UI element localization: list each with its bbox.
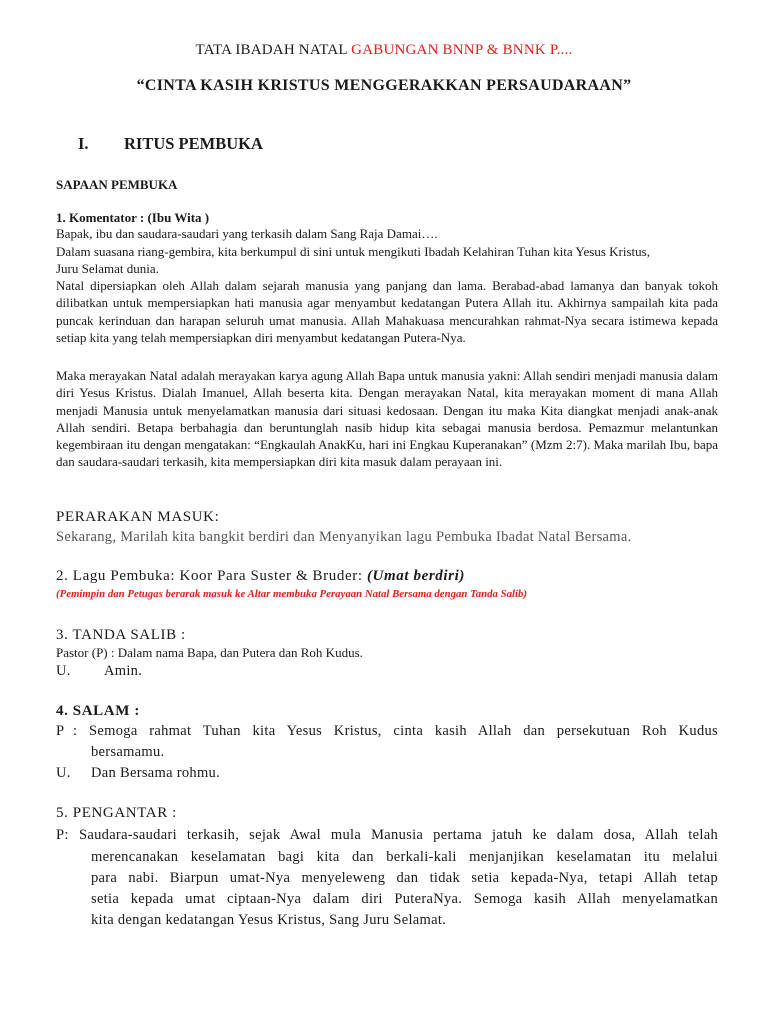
pengantar-heading: 5. PENGANTAR : [56, 805, 177, 821]
section-title: RITUS PEMBUKA [124, 134, 263, 153]
lagu-heading [56, 568, 465, 585]
pengantar-line: Saudara-saudari terkasih, sejak Awal mula Manusia pertama jatuh ke dalam dosa, Allah telah [79, 827, 718, 843]
perarakan-text: Sekarang, Marilah kita bangkit berdiri dan Menyanyikan lagu Pembuka Ibadat Natal Bersama. [56, 529, 632, 545]
salam-u-text: Dan Bersama rohmu. [91, 765, 221, 781]
salam-p-line: : Semoga rahmat Tuhan kita Yesus Kristus, cinta kasih Allah dan persekutuan Roh Kudus [73, 723, 718, 739]
tanda-salib-umat-label: U. [56, 663, 71, 679]
tanda-salib-heading: 3. TANDA SALIB : [56, 627, 186, 643]
komentator-line: Dalam suasana riang-gembira, kita berkumpul di sini untuk mengikuti Ibadah Kelahiran Tuhan kita Yesus Kristus, [56, 244, 650, 259]
salam-p-label: P [56, 723, 65, 739]
pengantar-line: merencanakan keselamatan bagi kita dan berkali-kali menjanjikan keselamatan itu melalui [91, 849, 718, 865]
pengantar-p-label: P: [56, 827, 69, 843]
section-number: I. [78, 134, 89, 153]
pengantar-line: kita dengan kedatangan Yesus Kristus, Sang Juru Selamat. [91, 912, 447, 928]
tanda-salib-pastor: Pastor (P) : Dalam nama Bapa, dan Putera dan Roh Kudus. [56, 645, 363, 660]
title-prefix: TATA IBADAH NATAL [195, 42, 352, 58]
section-heading [0, 134, 768, 156]
salam-p-line: bersamamu. [91, 744, 165, 760]
salam-heading: 4. SALAM : [56, 703, 140, 719]
document-title [0, 42, 768, 59]
lagu-note: (Umat berdiri) [366, 568, 465, 584]
komentator-heading: 1. Komentator : (Ibu Wita ) [56, 210, 210, 225]
komentator-paragraph: Natal dipersiapkan oleh Allah dalam sejarah manusia yang panjang dan lama. Berabad-abad lamanya dan banyak tokoh dilibatkan untuk mempersiapkan hati manusia agar menyambut kedatangan Putera Allah itu. Akhirnya sampailah kita pada puncak kerinduan dan harapan seluruh umat manusia. Allah Mahakuasa mencurahkan rahmat-Nya secara istimewa kepada setiap kita yang telah mempersiapkan diri menyambut kedatangan Putera-Nya. [56, 278, 718, 345]
pengantar-line: setia kepada umat ciptaan-Nya dalam diri PuteraNya. Semoga kasih Allah menyelamatkan [91, 891, 718, 907]
salam-u-label: U. [56, 765, 71, 781]
perarakan-heading: PERARAKAN MASUK: [56, 509, 220, 525]
sapaan-heading: SAPAAN PEMBUKA [56, 177, 178, 192]
komentator-line: Bapak, ibu dan saudara-saudari yang terkasih dalam Sang Raja Damai…. [56, 226, 438, 241]
tanda-salib-umat-text: Amin. [104, 663, 143, 679]
lagu-title: 2. Lagu Pembuka: Koor Para Suster & Bruder: [56, 568, 363, 584]
lagu-instruction: (Pemimpin dan Petugas berarak masuk ke Altar membuka Perayaan Natal Bersama dengan Tanda Salib) [56, 588, 527, 600]
document-theme: “CINTA KASIH KRISTUS MENGGERAKKAN PERSAUDARAAN” [136, 77, 632, 94]
komentator-line: Juru Selamat dunia. [56, 261, 159, 276]
pengantar-line: para nabi. Biarpun umat-Nya menyeleweng dan tidak setia kepada-Nya, tetapi Allah tetap [91, 870, 718, 886]
title-highlight: GABUNGAN BNNP & BNNK P.... [351, 42, 573, 58]
komentator-paragraph: Maka merayakan Natal adalah merayakan karya agung Allah Bapa untuk manusia yakni: Allah sendiri menjadi manusia dalam diri Yesus Kristus. Dialah Imanuel, Allah beserta kita. Dengan merayakan Natal, kita merayakan moment di mana Allah menjadi Manusia untuk menyelamatkan manusia dari situasi kedosaan. Dengan itu maka Kita diangkat menjadi anak-anak Allah sendiri. Betapa berbahagia dan beruntunglah nasib hidup kita sebagai manusia berdosa. Pemazmur melantunkan kegembiraan itu dengan mengatakan: “Engkaulah AnakKu, hari ini Engkau Kuperanakan” (Mzm 2:7). Maka marilah Ibu, bapa dan saudara-saudari terkasih, kita mempersiapkan diri kita masuk dalam perayaan ini. [56, 368, 718, 470]
